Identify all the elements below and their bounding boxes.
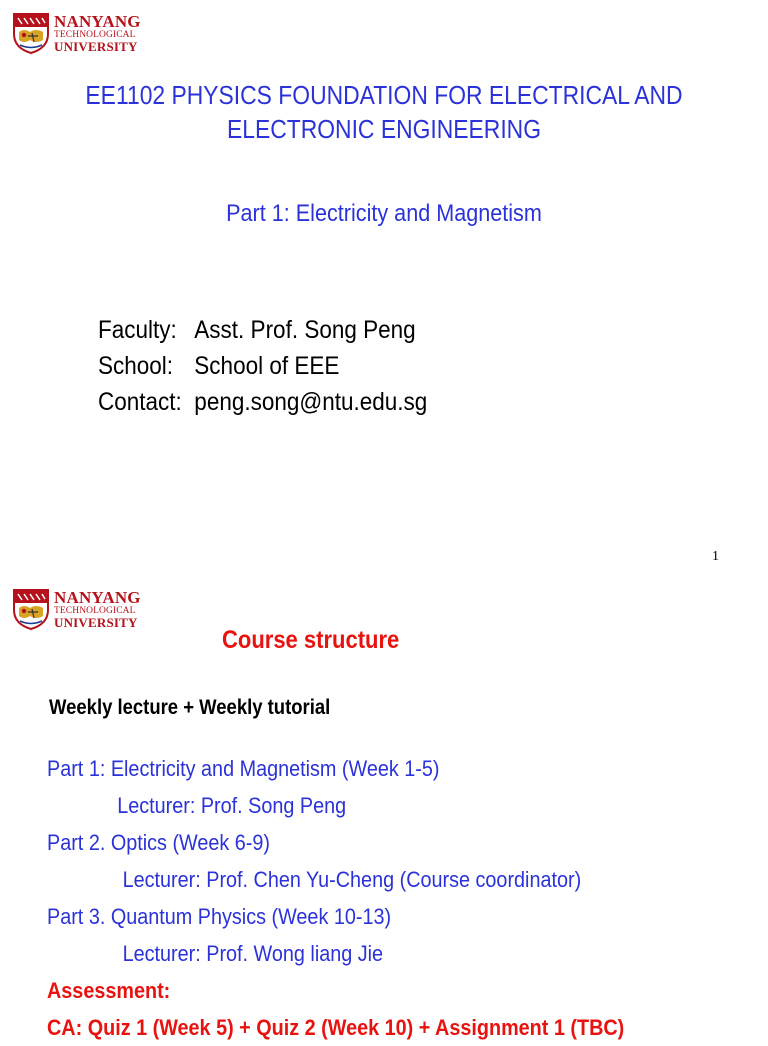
faculty-info bbox=[98, 312, 427, 420]
logo-line-university: UNIVERSITY bbox=[54, 39, 138, 55]
slide-2 bbox=[0, 576, 768, 1040]
list-item: Lecturer: Prof. Wong liang Jie bbox=[122, 941, 384, 966]
school-row bbox=[98, 348, 427, 384]
course-structure-title: Course structure bbox=[222, 626, 400, 654]
assessment-heading: Assessment: bbox=[47, 978, 171, 1003]
logo-line-nanyang: NANYANG bbox=[54, 587, 141, 607]
list-item: Part 2. Optics (Week 6-9) bbox=[47, 830, 271, 855]
course-title-line-1: EE1102 PHYSICS FOUNDATION FOR ELECTRICAL AND bbox=[85, 80, 683, 110]
logo-line-nanyang: NANYANG bbox=[54, 11, 141, 31]
contact-email[interactable]: peng.song@ntu.edu.sg bbox=[194, 388, 428, 416]
course-title bbox=[46, 78, 722, 146]
part-title: Part 1: Electricity and Magnetism bbox=[226, 200, 542, 227]
list-item: Part 3. Quantum Physics (Week 10-13) bbox=[47, 904, 392, 929]
logo-line-technological: TECHNOLOGICAL bbox=[54, 29, 136, 40]
page-number: 1 bbox=[712, 549, 719, 564]
contact-row bbox=[98, 384, 427, 420]
list-item: Lecturer: Prof. Song Peng bbox=[117, 793, 347, 818]
course-title-line-2: ELECTRONIC ENGINEERING bbox=[226, 114, 541, 144]
contact-label: Contact: bbox=[98, 388, 182, 416]
ntu-crest-icon bbox=[12, 12, 50, 54]
faculty-label: Faculty: bbox=[98, 316, 177, 344]
school-value: School of EEE bbox=[194, 352, 340, 380]
assessment-detail: CA: Quiz 1 (Week 5) + Quiz 2 (Week 10) + Assignment 1 (TBC) bbox=[47, 1015, 625, 1040]
faculty-row bbox=[98, 312, 427, 348]
ntu-logo bbox=[12, 12, 141, 54]
logo-line-university: UNIVERSITY bbox=[54, 615, 138, 631]
course-structure-list bbox=[47, 750, 624, 1046]
faculty-value: Asst. Prof. Song Peng bbox=[194, 316, 416, 344]
ntu-logo bbox=[12, 588, 141, 630]
course-structure-subtitle: Weekly lecture + Weekly tutorial bbox=[49, 696, 331, 719]
list-item: Lecturer: Prof. Chen Yu-Cheng (Course coordinator) bbox=[122, 867, 582, 892]
school-label: School: bbox=[98, 352, 174, 380]
logo-line-technological: TECHNOLOGICAL bbox=[54, 605, 136, 616]
ntu-crest-icon bbox=[12, 588, 50, 630]
list-item: Part 1: Electricity and Magnetism (Week 1-5) bbox=[47, 756, 440, 781]
